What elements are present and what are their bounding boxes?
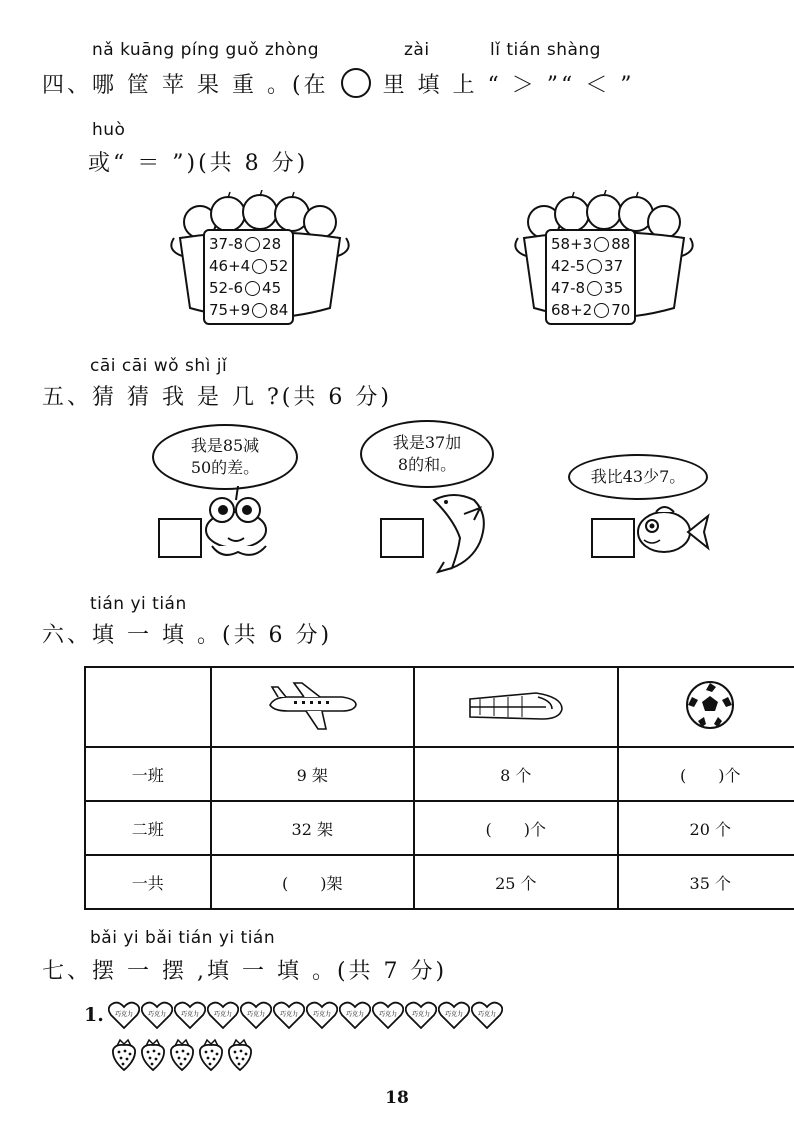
expression: 46+4 bbox=[209, 257, 251, 275]
row-label: 一共 bbox=[85, 855, 211, 909]
equation-row bbox=[551, 277, 630, 299]
answer-circle[interactable] bbox=[252, 259, 267, 274]
pinyin-sec4-a: nǎ kuāng píng guǒ zhòng bbox=[92, 40, 320, 60]
value: 37 bbox=[604, 257, 624, 275]
item-number: 1. bbox=[84, 1004, 104, 1026]
expression: 52-6 bbox=[209, 279, 244, 297]
section5-heading: 五、猜 猜 我 是 几 ?(共 6 分) bbox=[42, 385, 392, 410]
candy-label: 巧克力 bbox=[114, 1011, 134, 1018]
table-corner-cell bbox=[85, 667, 211, 747]
speech-bubble-dolphin bbox=[360, 420, 494, 488]
expression: 68+2 bbox=[551, 301, 593, 319]
strawberry-row bbox=[110, 1038, 270, 1072]
candy-label: 巧克力 bbox=[180, 1011, 200, 1018]
equation-row bbox=[551, 233, 630, 255]
equation-row bbox=[209, 277, 288, 299]
cell-ball[interactable]: ( )个 bbox=[618, 747, 794, 801]
chocolate-heart-icon bbox=[240, 1000, 272, 1030]
cell-ball: 35 个 bbox=[618, 855, 794, 909]
table-header-ball bbox=[618, 667, 794, 747]
expression: 42-5 bbox=[551, 257, 586, 275]
value: 28 bbox=[262, 235, 282, 253]
table-row bbox=[85, 855, 794, 909]
equation-row bbox=[209, 255, 288, 277]
candy-label: 巧克力 bbox=[411, 1011, 431, 1018]
strawberry-icon bbox=[168, 1038, 196, 1072]
cell-airplane[interactable]: ( )架 bbox=[211, 855, 415, 909]
strawberry-icon bbox=[197, 1038, 225, 1072]
pinyin-sec4-huo: huò bbox=[92, 120, 126, 140]
cell-airplane: 32 架 bbox=[211, 801, 415, 855]
chocolate-heart-icon bbox=[306, 1000, 338, 1030]
value: 84 bbox=[269, 301, 289, 319]
value: 45 bbox=[262, 279, 282, 297]
strawberry-icon bbox=[139, 1038, 167, 1072]
chocolate-heart-icon bbox=[405, 1000, 437, 1030]
row-label: 二班 bbox=[85, 801, 211, 855]
speech-bubble-fish bbox=[568, 454, 708, 500]
row-label: 一班 bbox=[85, 747, 211, 801]
fish-icon bbox=[634, 500, 710, 560]
cell-ball: 20 个 bbox=[618, 801, 794, 855]
pinyin-sec7: bǎi yi bǎi tián yi tián bbox=[90, 928, 276, 948]
chocolate-row bbox=[108, 1000, 508, 1034]
expression: 47-8 bbox=[551, 279, 586, 297]
chocolate-heart-icon bbox=[207, 1000, 239, 1030]
chocolate-heart-icon bbox=[174, 1000, 206, 1030]
answer-circle[interactable] bbox=[587, 281, 602, 296]
candy-label: 巧克力 bbox=[279, 1011, 299, 1018]
pinyin-sec4-c: lǐ tián shàng bbox=[490, 40, 601, 60]
compare-circle-icon bbox=[341, 68, 371, 98]
candy-label: 巧克力 bbox=[246, 1011, 266, 1018]
expression: 58+3 bbox=[551, 235, 593, 253]
table-row bbox=[85, 747, 794, 801]
cell-airplane: 9 架 bbox=[211, 747, 415, 801]
bubble-line: 我是37加 bbox=[392, 433, 462, 452]
pinyin-sec5: cāi cāi wǒ shì jǐ bbox=[90, 356, 228, 376]
pinyin-sec4-b: zài bbox=[404, 40, 430, 60]
pinyin-sec6: tián yi tián bbox=[90, 594, 187, 614]
value: 52 bbox=[269, 257, 289, 275]
equation-row bbox=[209, 233, 288, 255]
train-icon bbox=[466, 685, 566, 725]
expression: 37-8 bbox=[209, 235, 244, 253]
value: 35 bbox=[604, 279, 624, 297]
candy-label: 巧克力 bbox=[147, 1011, 167, 1018]
chocolate-heart-icon bbox=[438, 1000, 470, 1030]
airplane-icon bbox=[264, 679, 360, 731]
bubble-line: 我是85减 bbox=[190, 436, 260, 455]
section7-heading: 七、摆 一 摆 ,填 一 填 。(共 7 分) bbox=[42, 959, 448, 984]
answer-box-fish[interactable] bbox=[591, 518, 635, 558]
equation-row bbox=[551, 255, 630, 277]
chocolate-heart-icon bbox=[471, 1000, 503, 1030]
answer-circle[interactable] bbox=[252, 303, 267, 318]
chocolate-heart-icon bbox=[108, 1000, 140, 1030]
page-number: 18 bbox=[385, 1088, 409, 1108]
answer-box-frog[interactable] bbox=[158, 518, 202, 558]
equation-card-left bbox=[203, 229, 294, 325]
section4-heading-line2: 或“ ＝ ”)(共 8 分) bbox=[88, 151, 309, 176]
soccer-ball-icon bbox=[684, 679, 736, 731]
toy-count-table bbox=[84, 666, 794, 910]
equation-row bbox=[551, 299, 630, 321]
table-header-airplane bbox=[211, 667, 415, 747]
answer-circle[interactable] bbox=[587, 259, 602, 274]
chocolate-heart-icon bbox=[372, 1000, 404, 1030]
answer-circle[interactable] bbox=[594, 303, 609, 318]
strawberry-icon bbox=[226, 1038, 254, 1072]
cell-train: 25 个 bbox=[414, 855, 618, 909]
table-header-train bbox=[414, 667, 618, 747]
bubble-line: 8的和。 bbox=[397, 455, 457, 474]
cell-train: 8 个 bbox=[414, 747, 618, 801]
candy-label: 巧克力 bbox=[378, 1011, 398, 1018]
section6-heading: 六、填 一 填 。(共 6 分) bbox=[42, 623, 333, 648]
dolphin-icon bbox=[424, 486, 494, 574]
answer-circle[interactable] bbox=[594, 237, 609, 252]
candy-label: 巧克力 bbox=[477, 1011, 497, 1018]
candy-label: 巧克力 bbox=[312, 1011, 332, 1018]
answer-box-dolphin[interactable] bbox=[380, 518, 424, 558]
table-header-row bbox=[85, 667, 794, 747]
expression: 75+9 bbox=[209, 301, 251, 319]
equation-card-right bbox=[545, 229, 636, 325]
answer-circle[interactable] bbox=[245, 237, 260, 252]
strawberry-icon bbox=[110, 1038, 138, 1072]
value: 70 bbox=[611, 301, 631, 319]
cell-train[interactable]: ( )个 bbox=[414, 801, 618, 855]
section4-heading-line1 bbox=[42, 68, 635, 99]
bubble-line: 我比43少7。 bbox=[590, 467, 686, 486]
answer-circle[interactable] bbox=[245, 281, 260, 296]
candy-label: 巧克力 bbox=[444, 1011, 464, 1018]
equation-row bbox=[209, 299, 288, 321]
section4-heading-part1: 四、哪 筐 苹 果 重 。(在 bbox=[42, 73, 329, 98]
frog-icon bbox=[198, 486, 278, 566]
candy-label: 巧克力 bbox=[345, 1011, 365, 1018]
candy-label: 巧克力 bbox=[213, 1011, 233, 1018]
chocolate-heart-icon bbox=[273, 1000, 305, 1030]
value: 88 bbox=[611, 235, 631, 253]
section4-heading-part2: 里 填 上 “ ＞ ”“ ＜ ” bbox=[382, 73, 635, 98]
chocolate-heart-icon bbox=[141, 1000, 173, 1030]
bubble-line: 50的差。 bbox=[190, 458, 260, 477]
table-row bbox=[85, 801, 794, 855]
speech-bubble-frog bbox=[152, 424, 298, 490]
chocolate-heart-icon bbox=[339, 1000, 371, 1030]
